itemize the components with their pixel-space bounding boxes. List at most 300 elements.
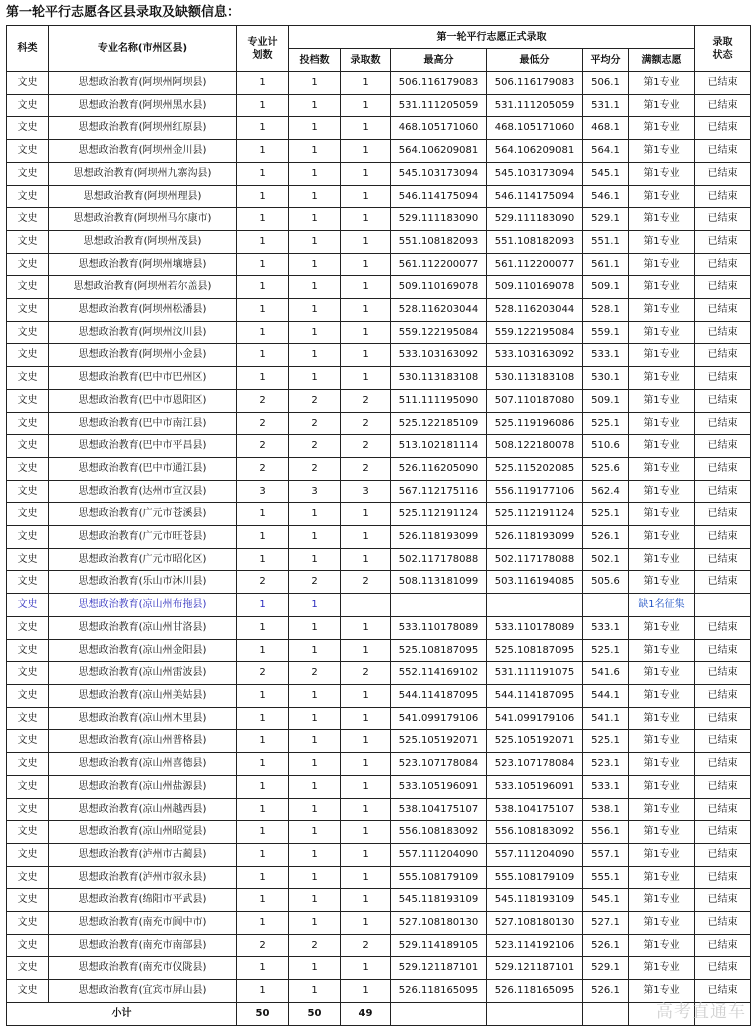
cell-max: 546.114175094 bbox=[391, 185, 487, 208]
cell-applied: 1 bbox=[289, 775, 341, 798]
table-row bbox=[7, 94, 751, 117]
cell-major: 思想政治教育(阿坝州马尔康市) bbox=[49, 208, 237, 231]
cell-major: 思想政治教育(阿坝州金川县) bbox=[49, 140, 237, 163]
cell-min: 526.118193099 bbox=[487, 526, 583, 549]
cell-min: 468.105171060 bbox=[487, 117, 583, 140]
cell-applied: 1 bbox=[289, 526, 341, 549]
cell-plan: 1 bbox=[237, 162, 289, 185]
table-row bbox=[7, 389, 751, 412]
cell-min: 502.117178088 bbox=[487, 548, 583, 571]
cell-status bbox=[695, 594, 751, 617]
cell-avg: 546.1 bbox=[583, 185, 629, 208]
cell-status: 已结束 bbox=[695, 798, 751, 821]
cell-status: 已结束 bbox=[695, 457, 751, 480]
cell-avg: 509.1 bbox=[583, 276, 629, 299]
cell-subject: 文史 bbox=[7, 753, 49, 776]
cell-admitted: 1 bbox=[341, 503, 391, 526]
cell-max: 556.108183092 bbox=[391, 821, 487, 844]
cell-applied: 1 bbox=[289, 684, 341, 707]
cell-pref: 第1专业 bbox=[629, 480, 695, 503]
cell-plan: 1 bbox=[237, 72, 289, 95]
table-row bbox=[7, 412, 751, 435]
cell-status: 已结束 bbox=[695, 72, 751, 95]
cell-status: 已结束 bbox=[695, 230, 751, 253]
cell-pref: 第1专业 bbox=[629, 457, 695, 480]
cell-pref: 第1专业 bbox=[629, 72, 695, 95]
cell-min: 556.108183092 bbox=[487, 821, 583, 844]
cell-major: 思想政治教育(巴中市巴州区) bbox=[49, 367, 237, 390]
table-row bbox=[7, 140, 751, 163]
cell-major: 思想政治教育(阿坝州阿坝县) bbox=[49, 72, 237, 95]
cell-major: 思想政治教育(凉山州越西县) bbox=[49, 798, 237, 821]
cell-subject: 文史 bbox=[7, 276, 49, 299]
cell-applied: 2 bbox=[289, 934, 341, 957]
cell-status: 已结束 bbox=[695, 934, 751, 957]
table-row bbox=[7, 821, 751, 844]
cell-avg: 505.6 bbox=[583, 571, 629, 594]
cell-pref: 第1专业 bbox=[629, 798, 695, 821]
cell-min: 525.108187095 bbox=[487, 639, 583, 662]
table-body bbox=[7, 72, 751, 1003]
cell-plan: 1 bbox=[237, 957, 289, 980]
cell-subject: 文史 bbox=[7, 299, 49, 322]
cell-pref: 第1专业 bbox=[629, 344, 695, 367]
cell-pref: 第1专业 bbox=[629, 821, 695, 844]
cell-max: 508.113181099 bbox=[391, 571, 487, 594]
cell-admitted: 1 bbox=[341, 367, 391, 390]
cell-pref: 第1专业 bbox=[629, 117, 695, 140]
table-row bbox=[7, 185, 751, 208]
cell-min: 561.112200077 bbox=[487, 253, 583, 276]
total-row bbox=[7, 1002, 751, 1025]
cell-applied: 2 bbox=[289, 389, 341, 412]
cell-max: 567.112175116 bbox=[391, 480, 487, 503]
cell-avg: 533.1 bbox=[583, 344, 629, 367]
cell-status: 已结束 bbox=[695, 480, 751, 503]
cell-plan: 1 bbox=[237, 684, 289, 707]
cell-applied: 1 bbox=[289, 639, 341, 662]
cell-plan: 1 bbox=[237, 730, 289, 753]
cell-major: 思想政治教育(阿坝州小金县) bbox=[49, 344, 237, 367]
cell-max: 557.111204090 bbox=[391, 843, 487, 866]
cell-applied: 1 bbox=[289, 344, 341, 367]
cell-admitted: 1 bbox=[341, 957, 391, 980]
cell-plan: 2 bbox=[237, 412, 289, 435]
cell-subject: 文史 bbox=[7, 548, 49, 571]
cell-max: 530.113183108 bbox=[391, 367, 487, 390]
cell-pref: 第1专业 bbox=[629, 503, 695, 526]
cell-plan: 1 bbox=[237, 276, 289, 299]
table-row bbox=[7, 299, 751, 322]
cell-admitted: 2 bbox=[341, 934, 391, 957]
cell-max: 525.108187095 bbox=[391, 639, 487, 662]
cell-max: 545.118193109 bbox=[391, 889, 487, 912]
table-row bbox=[7, 321, 751, 344]
cell-max bbox=[391, 594, 487, 617]
cell-min: 529.121187101 bbox=[487, 957, 583, 980]
cell-admitted: 2 bbox=[341, 571, 391, 594]
cell-max: 533.103163092 bbox=[391, 344, 487, 367]
cell-subject: 文史 bbox=[7, 185, 49, 208]
cell-status: 已结束 bbox=[695, 889, 751, 912]
cell-plan: 1 bbox=[237, 639, 289, 662]
cell-max: 529.114189105 bbox=[391, 934, 487, 957]
cell-subject: 文史 bbox=[7, 117, 49, 140]
cell-avg: 529.1 bbox=[583, 208, 629, 231]
cell-avg: 541.1 bbox=[583, 707, 629, 730]
table-row bbox=[7, 571, 751, 594]
table-row bbox=[7, 707, 751, 730]
cell-status: 已结束 bbox=[695, 866, 751, 889]
cell-status: 已结束 bbox=[695, 548, 751, 571]
table-row bbox=[7, 866, 751, 889]
cell-subject: 文史 bbox=[7, 503, 49, 526]
cell-applied: 2 bbox=[289, 435, 341, 458]
total-empty bbox=[583, 1002, 629, 1025]
cell-subject: 文史 bbox=[7, 457, 49, 480]
cell-pref: 第1专业 bbox=[629, 412, 695, 435]
cell-avg: 525.1 bbox=[583, 412, 629, 435]
cell-subject: 文史 bbox=[7, 367, 49, 390]
cell-plan: 1 bbox=[237, 367, 289, 390]
cell-subject: 文史 bbox=[7, 412, 49, 435]
header-status: 录取状态 bbox=[695, 26, 751, 72]
cell-status: 已结束 bbox=[695, 616, 751, 639]
table-row bbox=[7, 276, 751, 299]
cell-subject: 文史 bbox=[7, 230, 49, 253]
table-row bbox=[7, 753, 751, 776]
cell-status: 已结束 bbox=[695, 185, 751, 208]
cell-pref: 第1专业 bbox=[629, 571, 695, 594]
cell-pref: 第1专业 bbox=[629, 684, 695, 707]
cell-status: 已结束 bbox=[695, 730, 751, 753]
total-applied: 50 bbox=[289, 1002, 341, 1025]
cell-min: 523.114192106 bbox=[487, 934, 583, 957]
cell-max: 559.122195084 bbox=[391, 321, 487, 344]
cell-major: 思想政治教育(宜宾市屏山县) bbox=[49, 980, 237, 1003]
cell-admitted: 1 bbox=[341, 526, 391, 549]
cell-admitted: 2 bbox=[341, 435, 391, 458]
cell-subject: 文史 bbox=[7, 866, 49, 889]
cell-admitted: 1 bbox=[341, 276, 391, 299]
cell-plan: 1 bbox=[237, 821, 289, 844]
cell-plan: 2 bbox=[237, 662, 289, 685]
cell-avg: 533.1 bbox=[583, 616, 629, 639]
cell-avg: 530.1 bbox=[583, 367, 629, 390]
cell-major: 思想政治教育(阿坝州若尔盖县) bbox=[49, 276, 237, 299]
cell-min: 533.103163092 bbox=[487, 344, 583, 367]
cell-applied: 1 bbox=[289, 957, 341, 980]
cell-max: 509.110169078 bbox=[391, 276, 487, 299]
cell-subject: 文史 bbox=[7, 435, 49, 458]
cell-admitted: 2 bbox=[341, 662, 391, 685]
table-row bbox=[7, 730, 751, 753]
cell-admitted: 1 bbox=[341, 707, 391, 730]
cell-plan: 2 bbox=[237, 389, 289, 412]
cell-min: 507.110187080 bbox=[487, 389, 583, 412]
header-admitted: 录取数 bbox=[341, 49, 391, 72]
table-row bbox=[7, 594, 751, 617]
cell-avg: 525.1 bbox=[583, 730, 629, 753]
cell-pref: 第1专业 bbox=[629, 980, 695, 1003]
cell-subject: 文史 bbox=[7, 843, 49, 866]
cell-subject: 文史 bbox=[7, 775, 49, 798]
cell-avg: 506.1 bbox=[583, 72, 629, 95]
cell-applied: 1 bbox=[289, 140, 341, 163]
cell-plan: 1 bbox=[237, 230, 289, 253]
cell-admitted: 1 bbox=[341, 753, 391, 776]
table-row bbox=[7, 684, 751, 707]
page-title: 第一轮平行志愿各区县录取及缺额信息： bbox=[6, 5, 241, 20]
cell-admitted: 2 bbox=[341, 412, 391, 435]
cell-max: 468.105171060 bbox=[391, 117, 487, 140]
cell-avg bbox=[583, 594, 629, 617]
cell-pref: 第1专业 bbox=[629, 912, 695, 935]
cell-subject: 文史 bbox=[7, 934, 49, 957]
cell-subject: 文史 bbox=[7, 208, 49, 231]
cell-status: 已结束 bbox=[695, 957, 751, 980]
cell-pref: 第1专业 bbox=[629, 866, 695, 889]
cell-major: 思想政治教育(凉山州甘洛县) bbox=[49, 616, 237, 639]
cell-status: 已结束 bbox=[695, 435, 751, 458]
cell-major: 思想政治教育(乐山市沐川县) bbox=[49, 571, 237, 594]
cell-pref: 第1专业 bbox=[629, 230, 695, 253]
table-row bbox=[7, 980, 751, 1003]
cell-applied: 1 bbox=[289, 843, 341, 866]
cell-max: 525.112191124 bbox=[391, 503, 487, 526]
cell-pref: 第1专业 bbox=[629, 889, 695, 912]
cell-avg: 538.1 bbox=[583, 798, 629, 821]
table-row bbox=[7, 503, 751, 526]
cell-subject: 文史 bbox=[7, 526, 49, 549]
cell-admitted: 1 bbox=[341, 72, 391, 95]
cell-applied: 1 bbox=[289, 730, 341, 753]
cell-major: 思想政治教育(泸州市古蔺县) bbox=[49, 843, 237, 866]
cell-pref: 第1专业 bbox=[629, 140, 695, 163]
header-major: 专业名称(市州区县) bbox=[49, 26, 237, 72]
cell-plan: 1 bbox=[237, 253, 289, 276]
cell-status: 已结束 bbox=[695, 980, 751, 1003]
cell-subject: 文史 bbox=[7, 684, 49, 707]
table-row bbox=[7, 775, 751, 798]
cell-pref: 第1专业 bbox=[629, 185, 695, 208]
header-plan: 专业计划数 bbox=[237, 26, 289, 72]
cell-avg: 564.1 bbox=[583, 140, 629, 163]
table-row bbox=[7, 253, 751, 276]
cell-status: 已结束 bbox=[695, 299, 751, 322]
cell-applied: 2 bbox=[289, 412, 341, 435]
cell-major: 思想政治教育(凉山州木里县) bbox=[49, 707, 237, 730]
admission-table bbox=[6, 25, 751, 1026]
table-row bbox=[7, 798, 751, 821]
cell-major: 思想政治教育(广元市旺苍县) bbox=[49, 526, 237, 549]
cell-major: 思想政治教育(广元市苍溪县) bbox=[49, 503, 237, 526]
header-pref: 满额志愿 bbox=[629, 49, 695, 72]
header-row bbox=[7, 26, 751, 49]
cell-plan: 1 bbox=[237, 707, 289, 730]
cell-major: 思想政治教育(广元市昭化区) bbox=[49, 548, 237, 571]
cell-admitted: 1 bbox=[341, 889, 391, 912]
cell-min: 525.112191124 bbox=[487, 503, 583, 526]
cell-min: 530.113183108 bbox=[487, 367, 583, 390]
cell-major: 思想政治教育(阿坝州松潘县) bbox=[49, 299, 237, 322]
cell-pref: 缺1名征集 bbox=[629, 594, 695, 617]
table-row bbox=[7, 367, 751, 390]
cell-pref: 第1专业 bbox=[629, 730, 695, 753]
cell-avg: 468.1 bbox=[583, 117, 629, 140]
table-row bbox=[7, 230, 751, 253]
cell-status: 已结束 bbox=[695, 843, 751, 866]
cell-subject: 文史 bbox=[7, 162, 49, 185]
cell-pref: 第1专业 bbox=[629, 253, 695, 276]
cell-admitted: 1 bbox=[341, 843, 391, 866]
cell-major: 思想政治教育(巴中市平昌县) bbox=[49, 435, 237, 458]
cell-subject: 文史 bbox=[7, 389, 49, 412]
cell-applied: 1 bbox=[289, 230, 341, 253]
cell-pref: 第1专业 bbox=[629, 389, 695, 412]
cell-plan: 1 bbox=[237, 912, 289, 935]
cell-status: 已结束 bbox=[695, 775, 751, 798]
cell-subject: 文史 bbox=[7, 730, 49, 753]
table-row bbox=[7, 480, 751, 503]
cell-pref: 第1专业 bbox=[629, 299, 695, 322]
cell-major: 思想政治教育(泸州市叙永县) bbox=[49, 866, 237, 889]
table-row bbox=[7, 117, 751, 140]
cell-plan: 1 bbox=[237, 94, 289, 117]
cell-avg: 502.1 bbox=[583, 548, 629, 571]
table-row bbox=[7, 662, 751, 685]
cell-applied: 2 bbox=[289, 457, 341, 480]
cell-avg: 510.6 bbox=[583, 435, 629, 458]
cell-avg: 528.1 bbox=[583, 299, 629, 322]
cell-min: 533.105196091 bbox=[487, 775, 583, 798]
cell-subject: 文史 bbox=[7, 140, 49, 163]
cell-max: 526.116205090 bbox=[391, 457, 487, 480]
cell-subject: 文史 bbox=[7, 821, 49, 844]
cell-admitted: 1 bbox=[341, 230, 391, 253]
cell-status: 已结束 bbox=[695, 503, 751, 526]
cell-status: 已结束 bbox=[695, 367, 751, 390]
cell-max: 528.116203044 bbox=[391, 299, 487, 322]
cell-major: 思想政治教育(凉山州布拖县) bbox=[49, 594, 237, 617]
cell-major: 思想政治教育(凉山州喜德县) bbox=[49, 753, 237, 776]
cell-admitted: 1 bbox=[341, 639, 391, 662]
cell-status: 已结束 bbox=[695, 162, 751, 185]
cell-subject: 文史 bbox=[7, 344, 49, 367]
cell-avg: 545.1 bbox=[583, 889, 629, 912]
cell-major: 思想政治教育(凉山州金阳县) bbox=[49, 639, 237, 662]
table-row bbox=[7, 639, 751, 662]
cell-max: 526.118193099 bbox=[391, 526, 487, 549]
cell-status: 已结束 bbox=[695, 639, 751, 662]
cell-plan: 1 bbox=[237, 798, 289, 821]
cell-plan: 1 bbox=[237, 866, 289, 889]
cell-admitted: 1 bbox=[341, 185, 391, 208]
cell-admitted: 1 bbox=[341, 321, 391, 344]
header-avg: 平均分 bbox=[583, 49, 629, 72]
cell-subject: 文史 bbox=[7, 912, 49, 935]
cell-pref: 第1专业 bbox=[629, 548, 695, 571]
cell-admitted: 1 bbox=[341, 140, 391, 163]
cell-pref: 第1专业 bbox=[629, 367, 695, 390]
cell-major: 思想政治教育(阿坝州理县) bbox=[49, 185, 237, 208]
cell-plan: 3 bbox=[237, 480, 289, 503]
cell-min: 523.107178084 bbox=[487, 753, 583, 776]
cell-min: 531.111191075 bbox=[487, 662, 583, 685]
cell-pref: 第1专业 bbox=[629, 162, 695, 185]
cell-pref: 第1专业 bbox=[629, 753, 695, 776]
cell-max: 564.106209081 bbox=[391, 140, 487, 163]
cell-status: 已结束 bbox=[695, 321, 751, 344]
cell-pref: 第1专业 bbox=[629, 775, 695, 798]
cell-applied: 1 bbox=[289, 72, 341, 95]
cell-applied: 1 bbox=[289, 367, 341, 390]
cell-min: 506.116179083 bbox=[487, 72, 583, 95]
table-row bbox=[7, 344, 751, 367]
cell-admitted: 1 bbox=[341, 798, 391, 821]
cell-min: 545.103173094 bbox=[487, 162, 583, 185]
cell-pref: 第1专业 bbox=[629, 208, 695, 231]
cell-max: 502.117178088 bbox=[391, 548, 487, 571]
total-empty bbox=[391, 1002, 487, 1025]
cell-status: 已结束 bbox=[695, 94, 751, 117]
cell-avg: 523.1 bbox=[583, 753, 629, 776]
cell-major: 思想政治教育(绵阳市平武县) bbox=[49, 889, 237, 912]
cell-avg: 525.1 bbox=[583, 503, 629, 526]
cell-pref: 第1专业 bbox=[629, 662, 695, 685]
cell-major: 思想政治教育(南充市仪陇县) bbox=[49, 957, 237, 980]
cell-admitted: 1 bbox=[341, 117, 391, 140]
cell-applied: 2 bbox=[289, 662, 341, 685]
cell-applied: 1 bbox=[289, 94, 341, 117]
cell-admitted: 1 bbox=[341, 162, 391, 185]
cell-status: 已结束 bbox=[695, 526, 751, 549]
cell-avg: 533.1 bbox=[583, 775, 629, 798]
header-applied: 投档数 bbox=[289, 49, 341, 72]
cell-max: 555.108179109 bbox=[391, 866, 487, 889]
cell-status: 已结束 bbox=[695, 571, 751, 594]
cell-subject: 文史 bbox=[7, 253, 49, 276]
cell-plan: 1 bbox=[237, 775, 289, 798]
cell-avg: 555.1 bbox=[583, 866, 629, 889]
cell-major: 思想政治教育(凉山州普格县) bbox=[49, 730, 237, 753]
cell-min: 529.111183090 bbox=[487, 208, 583, 231]
cell-subject: 文史 bbox=[7, 571, 49, 594]
cell-status: 已结束 bbox=[695, 344, 751, 367]
cell-max: 513.102181114 bbox=[391, 435, 487, 458]
cell-max: 525.122185109 bbox=[391, 412, 487, 435]
cell-max: 551.108182093 bbox=[391, 230, 487, 253]
cell-admitted: 1 bbox=[341, 821, 391, 844]
cell-applied: 1 bbox=[289, 912, 341, 935]
table-row bbox=[7, 548, 751, 571]
cell-plan: 2 bbox=[237, 934, 289, 957]
cell-min: 508.122180078 bbox=[487, 435, 583, 458]
cell-max: 529.121187101 bbox=[391, 957, 487, 980]
cell-major: 思想政治教育(阿坝州壤塘县) bbox=[49, 253, 237, 276]
cell-applied: 1 bbox=[289, 208, 341, 231]
cell-subject: 文史 bbox=[7, 480, 49, 503]
cell-status: 已结束 bbox=[695, 276, 751, 299]
header-subject: 科类 bbox=[7, 26, 49, 72]
cell-applied: 1 bbox=[289, 162, 341, 185]
table-row bbox=[7, 934, 751, 957]
cell-admitted: 1 bbox=[341, 253, 391, 276]
total-plan: 50 bbox=[237, 1002, 289, 1025]
cell-min: 525.105192071 bbox=[487, 730, 583, 753]
cell-admitted: 1 bbox=[341, 866, 391, 889]
cell-avg: 526.1 bbox=[583, 980, 629, 1003]
